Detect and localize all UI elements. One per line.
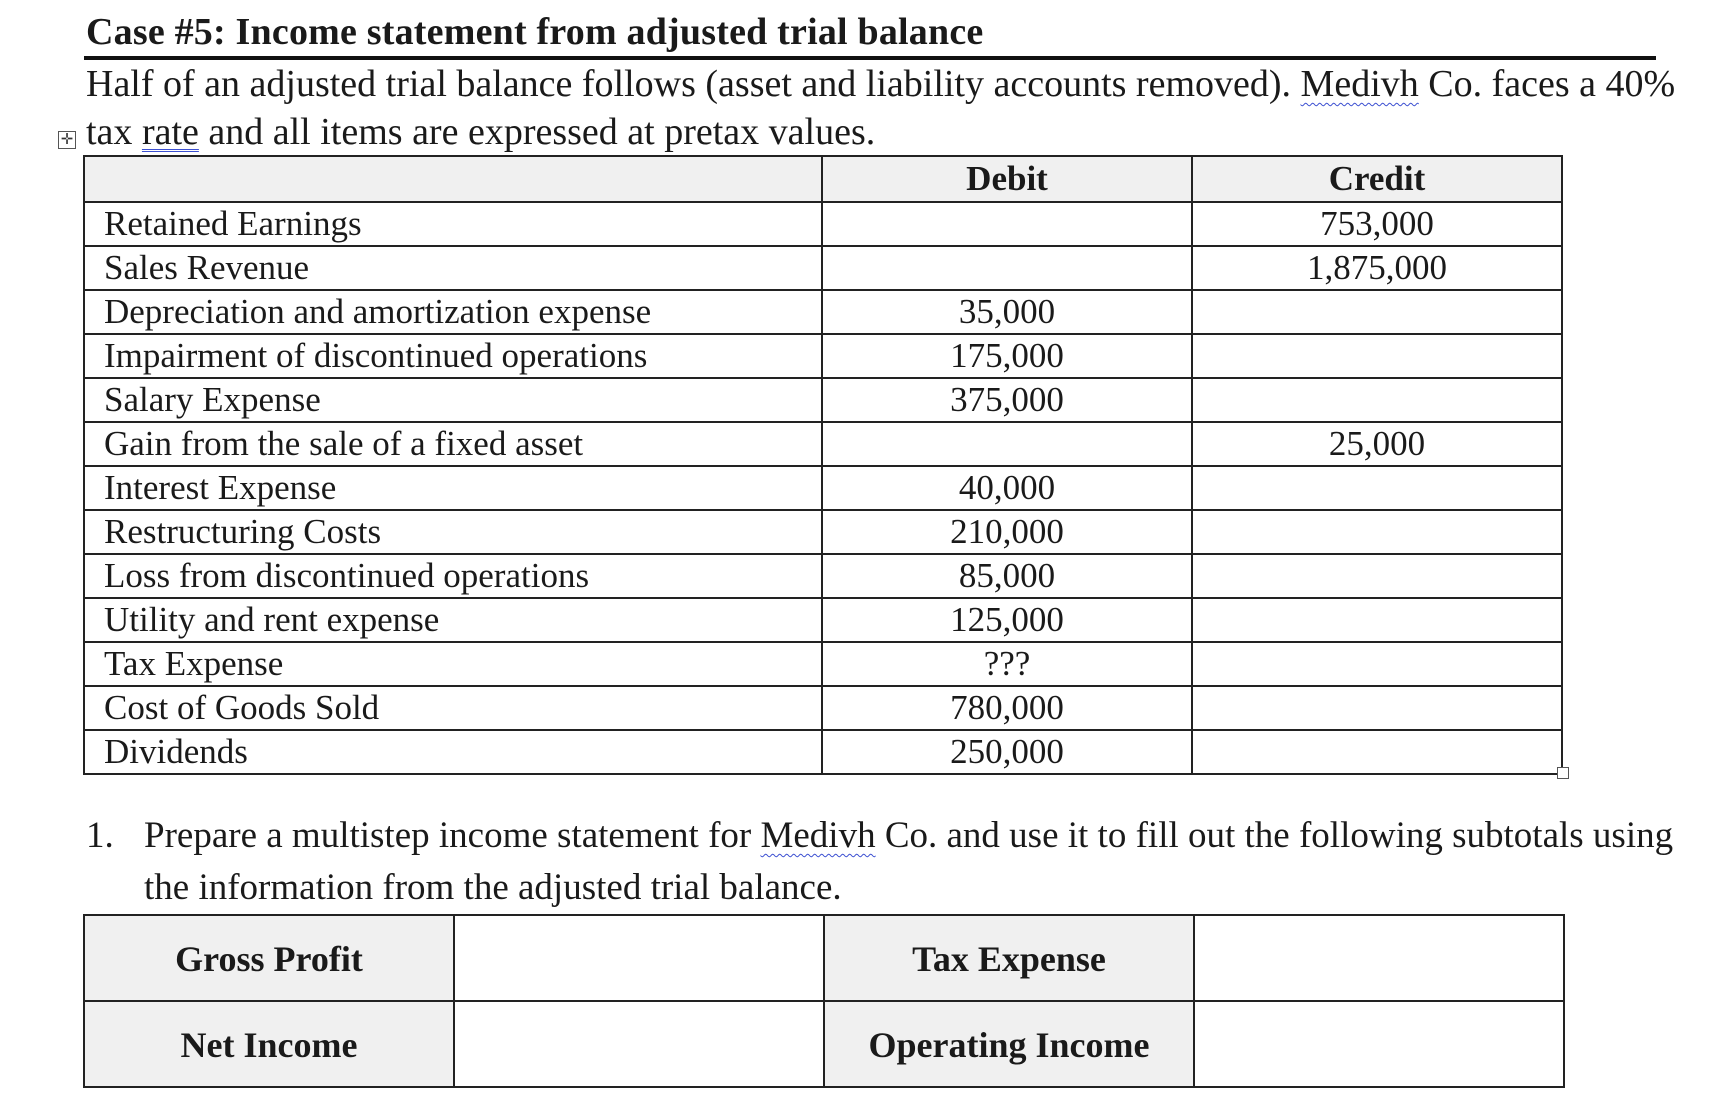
net-income-answer-cell[interactable] [454,1001,824,1087]
header-debit: Debit [822,156,1192,202]
debit-value: 125,000 [822,598,1192,642]
intro-company-name: Medivh [1300,63,1419,105]
account-name: Retained Earnings [84,202,822,246]
account-name: Sales Revenue [84,246,822,290]
header-credit: Credit [1192,156,1562,202]
account-name: Cost of Goods Sold [84,686,822,730]
net-income-label: Net Income [84,1001,454,1087]
answer-row-1 [84,915,1564,1001]
answer-row-2 [84,1001,1564,1087]
account-name: Tax Expense [84,642,822,686]
question-1 [86,810,1706,914]
question-text-1: Prepare a multistep income statement for [144,815,761,856]
header-account [84,156,822,202]
question-number: 1. [86,815,114,856]
tax-expense-answer-cell[interactable] [1194,915,1564,1001]
account-name: Depreciation and amortization expense [84,290,822,334]
gross-profit-label: Gross Profit [84,915,454,1001]
debit-value [822,422,1192,466]
credit-value [1192,686,1562,730]
debit-value [822,246,1192,290]
question-text [144,810,1706,914]
intro-text-3: and all items are expressed at pretax values. [198,111,876,153]
question-company-name: Medivh [760,815,876,856]
credit-value [1192,554,1562,598]
operating-income-label: Operating Income [824,1001,1194,1087]
account-name: Utility and rent expense [84,598,822,642]
debit-value: 780,000 [822,686,1192,730]
credit-value [1192,378,1562,422]
operating-income-answer-cell[interactable] [1194,1001,1564,1087]
account-name: Salary Expense [84,378,822,422]
account-name: Dividends [84,730,822,774]
debit-value: 250,000 [822,730,1192,774]
table-row [84,510,1562,554]
credit-value: 25,000 [1192,422,1562,466]
debit-value [822,202,1192,246]
account-name: Restructuring Costs [84,510,822,554]
debit-value: 210,000 [822,510,1192,554]
account-name: Interest Expense [84,466,822,510]
table-row [84,642,1562,686]
credit-value [1192,642,1562,686]
gross-profit-answer-cell[interactable] [454,915,824,1001]
table-row [84,334,1562,378]
credit-value [1192,466,1562,510]
debit-value: 175,000 [822,334,1192,378]
table-row [84,730,1562,774]
intro-text-1: Half of an adjusted trial balance follows (asset and liability accounts removed). [86,63,1301,105]
table-row [84,246,1562,290]
intro-rate-word: rate [141,111,199,153]
trial-balance-header-row [84,156,1562,202]
trial-balance-table [83,155,1563,775]
credit-value: 753,000 [1192,202,1562,246]
table-resize-handle-icon[interactable] [1557,767,1569,779]
credit-value [1192,598,1562,642]
account-name: Gain from the sale of a fixed asset [84,422,822,466]
credit-value [1192,510,1562,554]
account-name: Impairment of discontinued operations [84,334,822,378]
answer-table [83,914,1565,1088]
debit-value: 40,000 [822,466,1192,510]
table-row [84,378,1562,422]
credit-value [1192,290,1562,334]
debit-value: 85,000 [822,554,1192,598]
table-row [84,686,1562,730]
debit-value: 375,000 [822,378,1192,422]
table-row [84,290,1562,334]
account-name: Loss from discontinued operations [84,554,822,598]
debit-value: ??? [822,642,1192,686]
intro-paragraph [86,60,1686,156]
question-text-2: Co. and use it to fill out the following subtotals using the information from the adjusted trial balance. [144,815,1674,908]
credit-value [1192,730,1562,774]
case-title: Case #5: Income statement from adjusted trial balance [86,11,984,53]
credit-value: 1,875,000 [1192,246,1562,290]
table-row [84,554,1562,598]
credit-value [1192,334,1562,378]
debit-value: 35,000 [822,290,1192,334]
table-row [84,202,1562,246]
tax-expense-label: Tax Expense [824,915,1194,1001]
table-row [84,598,1562,642]
intro-text-2: Co. faces a 40% tax [86,63,1676,153]
table-row [84,422,1562,466]
table-move-handle-icon[interactable]: ✛ [58,131,76,149]
table-row [84,466,1562,510]
